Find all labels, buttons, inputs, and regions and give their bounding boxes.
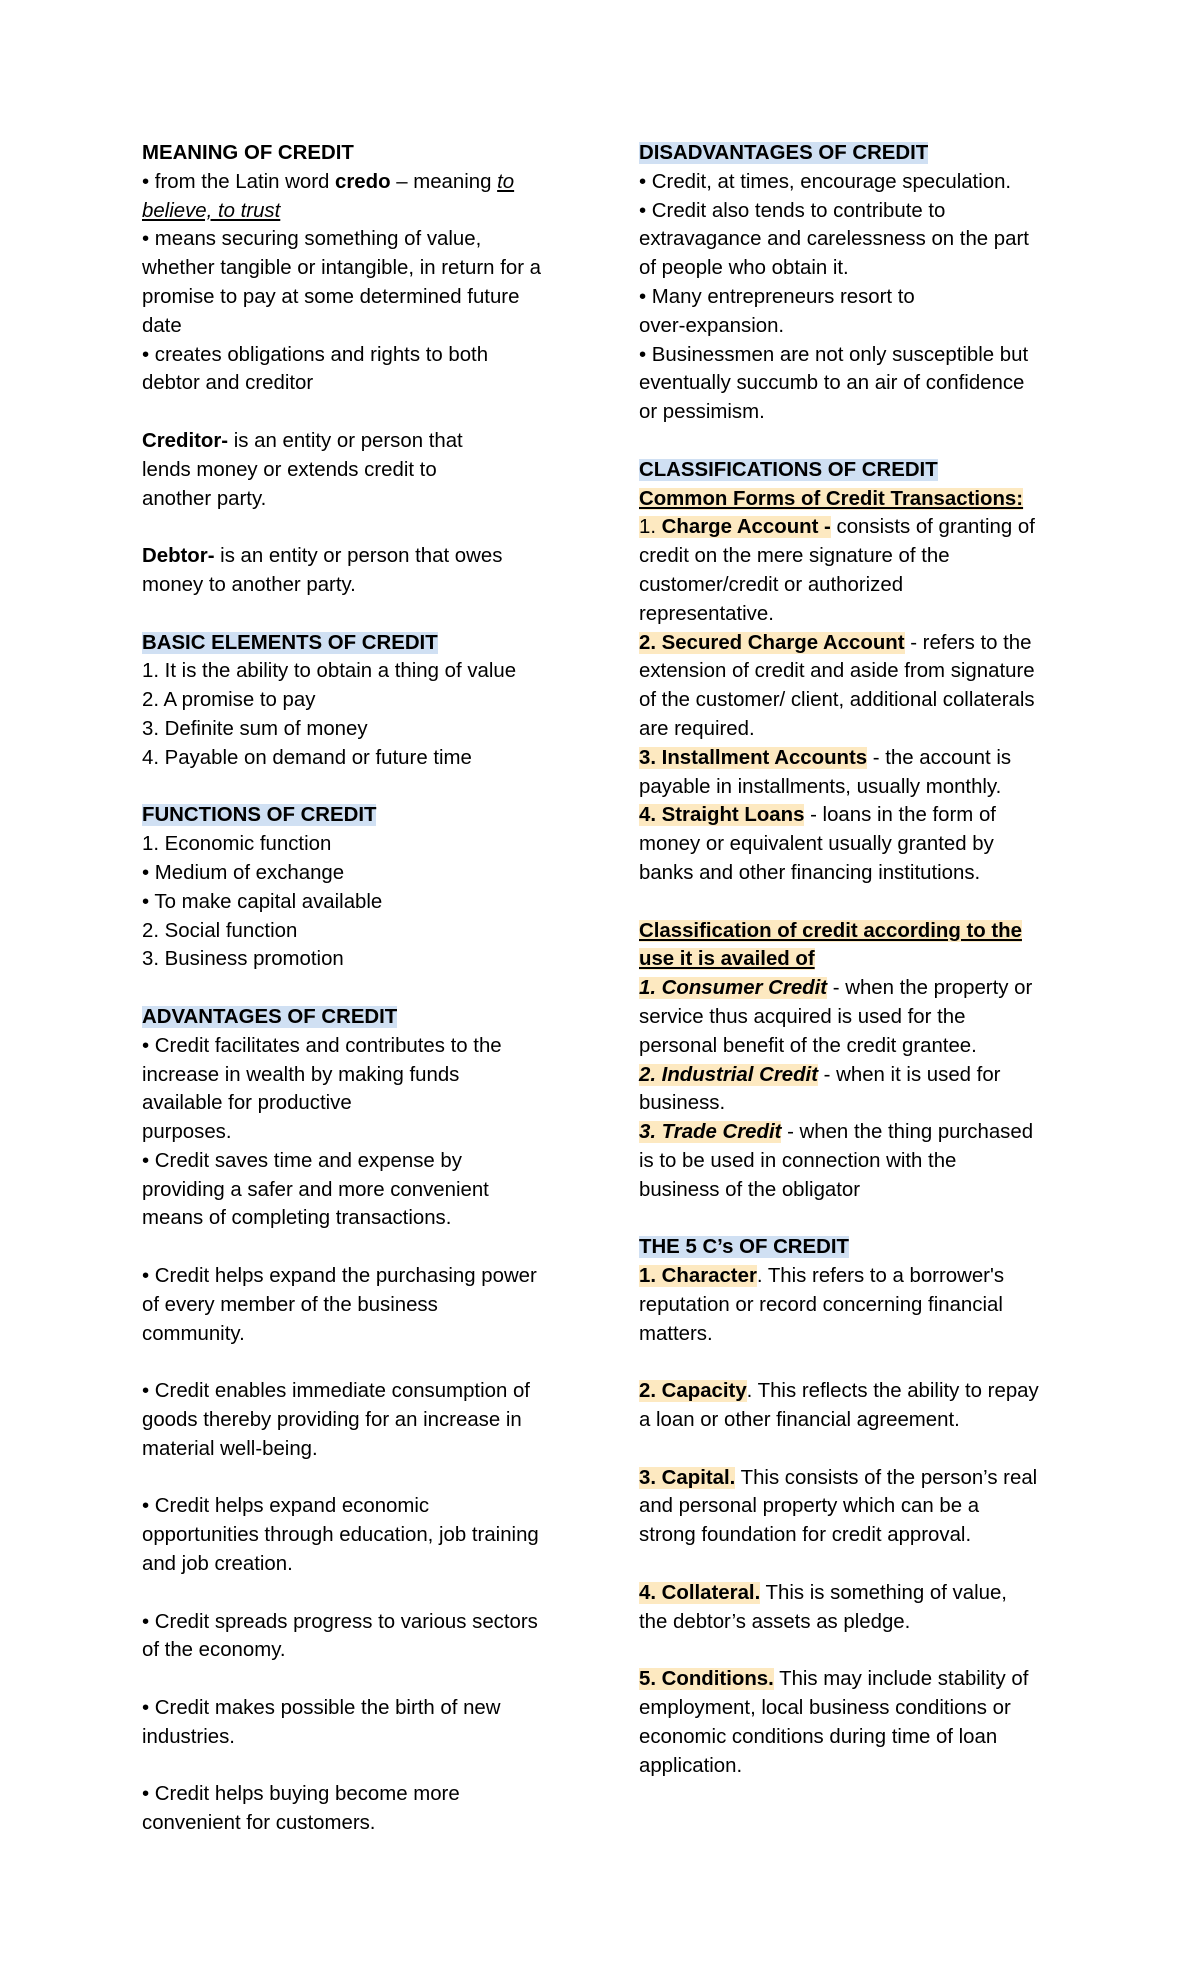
capital-item: 3. Capital. This consists of the person’s real [639,1466,1038,1489]
debtor-line: money to another party. [142,573,356,596]
advantages-line: material well-being. [142,1437,318,1460]
character-line: reputation or record concerning financial [639,1293,1003,1316]
meaning-line: • creates obligations and rights to both [142,343,489,366]
industrial-credit-item: 2. Industrial Credit - when it is used for [639,1063,1001,1086]
advantages-line: • Credit helps expand economic [142,1495,430,1518]
functions-item: • To make capital available [142,890,383,913]
straight-loans-line: money or equivalent usually granted by [639,833,994,856]
advantages-line: • Credit helps buying become more [142,1783,460,1806]
disadvantages-line: eventually succumb to an air of confidence [639,372,1025,395]
spacer [142,974,582,1003]
elements-item: 4. Payable on demand or future time [142,746,472,769]
advantages-line: purposes. [142,1121,232,1144]
spacer [639,1636,1079,1665]
character-item: 1. Character. This refers to a borrower's [639,1265,1005,1288]
installment-item: 3. Installment Accounts - the account is [639,746,1012,769]
advantages-line: convenient for customers. [142,1812,376,1835]
spacer [142,1752,582,1781]
advantages-line: of every member of the business [142,1293,438,1316]
creditor-line: another party. [142,487,267,510]
advantages-line: community. [142,1322,245,1345]
spacer [639,1348,1079,1377]
advantages-line: • Credit facilitates and contributes to the [142,1034,502,1057]
disadvantages-line: over-expansion. [639,314,785,337]
left-column [142,139,582,1838]
functions-item: 1. Economic function [142,833,332,856]
advantages-line: of the economy. [142,1639,286,1662]
consumer-credit-item: 1. Consumer Credit - when the property or [639,977,1033,1000]
collateral-line: the debtor’s assets as pledge. [639,1610,911,1633]
disadvantages-line: • Businessmen are not only susceptible but [639,343,1029,366]
elements-item: 3. Definite sum of money [142,717,368,740]
capacity-line: a loan or other financial agreement. [639,1409,960,1432]
disadvantages-line: • Credit also tends to contribute to [639,199,946,222]
five-cs-heading: THE 5 C’s OF CREDIT [639,1236,849,1259]
spacer [639,888,1079,917]
trade-credit-item: 3. Trade Credit - when the thing purchased [639,1121,1034,1144]
advantages-line: increase in wealth by making funds [142,1063,460,1086]
debtor-definition: Debtor- is an entity or person that owes [142,545,503,568]
meaning-line: date [142,314,182,337]
spacer [142,600,582,629]
consumer-credit-line: service thus acquired is used for the [639,1005,966,1028]
collateral-item: 4. Collateral. This is something of value, [639,1581,1007,1604]
disadvantages-line: of people who obtain it. [639,257,849,280]
right-column [639,139,1079,1780]
functions-item: • Medium of exchange [142,861,345,884]
advantages-line: available for productive [142,1092,352,1115]
disadvantages-line: • Many entrepreneurs resort to [639,285,915,308]
character-line: matters. [639,1322,713,1345]
disadvantages-heading: DISADVANTAGES OF CREDIT [639,142,929,164]
advantages-line: industries. [142,1725,235,1748]
meaning-line: debtor and creditor [142,372,314,395]
classifications-heading: CLASSIFICATIONS OF CREDIT [639,458,938,481]
trade-credit-line: business of the obligator [639,1178,861,1201]
functions-item: 2. Social function [142,919,298,942]
straight-loans-item: 4. Straight Loans - loans in the form of [639,804,996,827]
disadvantages-line: extravagance and carelessness on the part [639,228,1029,251]
advantages-line: • Credit saves time and expense by [142,1149,462,1172]
spacer [639,1204,1079,1233]
disadvantages-line: • Credit, at times, encourage speculation. [639,170,1012,193]
capital-line: strong foundation for credit approval. [639,1524,972,1547]
elements-item: 1. It is the ability to obtain a thing of value [142,660,517,683]
secured-account-line: extension of credit and aside from signature [639,660,1035,683]
meaning-heading: MEANING OF CREDIT [142,142,354,164]
advantages-line: providing a safer and more convenient [142,1178,489,1201]
charge-account-line: credit on the mere signature of the [639,545,950,568]
charge-account-line: customer/credit or authorized [639,573,904,596]
conditions-line: economic conditions during time of loan [639,1725,998,1748]
spacer [142,1665,582,1694]
advantages-line: opportunities through education, job training [142,1524,539,1547]
capacity-item: 2. Capacity. This reflects the ability to repay [639,1380,1039,1403]
secured-account-item: 2. Secured Charge Account - refers to the [639,631,1032,654]
conditions-item: 5. Conditions. This may include stability of [639,1668,1029,1691]
creditor-line: lends money or extends credit to [142,458,437,481]
elements-heading: BASIC ELEMENTS OF CREDIT [142,631,438,654]
meaning-line: whether tangible or intangible, in return for a [142,257,541,280]
common-forms-subheading: Common Forms of Credit Transactions: [639,487,1024,510]
installment-line: payable in installments, usually monthly. [639,775,1002,798]
conditions-line: employment, local business conditions or [639,1697,1011,1720]
spacer [142,1233,582,1262]
consumer-credit-line: personal benefit of the credit grantee. [639,1034,977,1057]
spacer [142,1579,582,1608]
advantages-line: means of completing transactions. [142,1207,452,1230]
meaning-line: promise to pay at some determined future [142,285,520,308]
advantages-line: • Credit spreads progress to various sectors [142,1610,538,1633]
conditions-line: application. [639,1754,743,1777]
charge-account-item: 1. Charge Account - consists of granting of [639,516,1035,539]
advantages-line: and job creation. [142,1553,293,1576]
use-subheading: use it is availed of [639,948,815,971]
spacer [142,1348,582,1377]
trade-credit-line: is to be used in connection with the [639,1149,957,1172]
meaning-line: believe, to trust [142,199,281,222]
meaning-line: • from the Latin word credo – meaning to [142,170,515,193]
spacer [639,1435,1079,1464]
straight-loans-line: banks and other financing institutions. [639,861,981,884]
capital-line: and personal property which can be a [639,1495,980,1518]
meaning-line: • means securing something of value, [142,228,482,251]
advantages-line: • Credit helps expand the purchasing power [142,1265,537,1288]
functions-item: 3. Business promotion [142,948,344,971]
advantages-line: • Credit enables immediate consumption of [142,1380,530,1403]
advantages-heading: ADVANTAGES OF CREDIT [142,1005,398,1028]
spacer [639,427,1079,456]
spacer [142,1464,582,1493]
use-subheading: Classification of credit according to the [639,919,1022,942]
industrial-credit-line: business. [639,1092,726,1115]
spacer [142,398,582,427]
spacer [639,1550,1079,1579]
secured-account-line: of the customer/ client, additional collaterals [639,689,1035,712]
charge-account-line: representative. [639,602,774,625]
spacer [142,773,582,802]
advantages-line: • Credit makes possible the birth of new [142,1697,501,1720]
advantages-line: goods thereby providing for an increase in [142,1409,522,1432]
functions-heading: FUNCTIONS OF CREDIT [142,804,377,827]
disadvantages-line: or pessimism. [639,401,765,424]
creditor-definition: Creditor- is an entity or person that [142,429,463,452]
elements-item: 2. A promise to pay [142,689,316,712]
secured-account-line: are required. [639,717,755,740]
spacer [142,513,582,542]
